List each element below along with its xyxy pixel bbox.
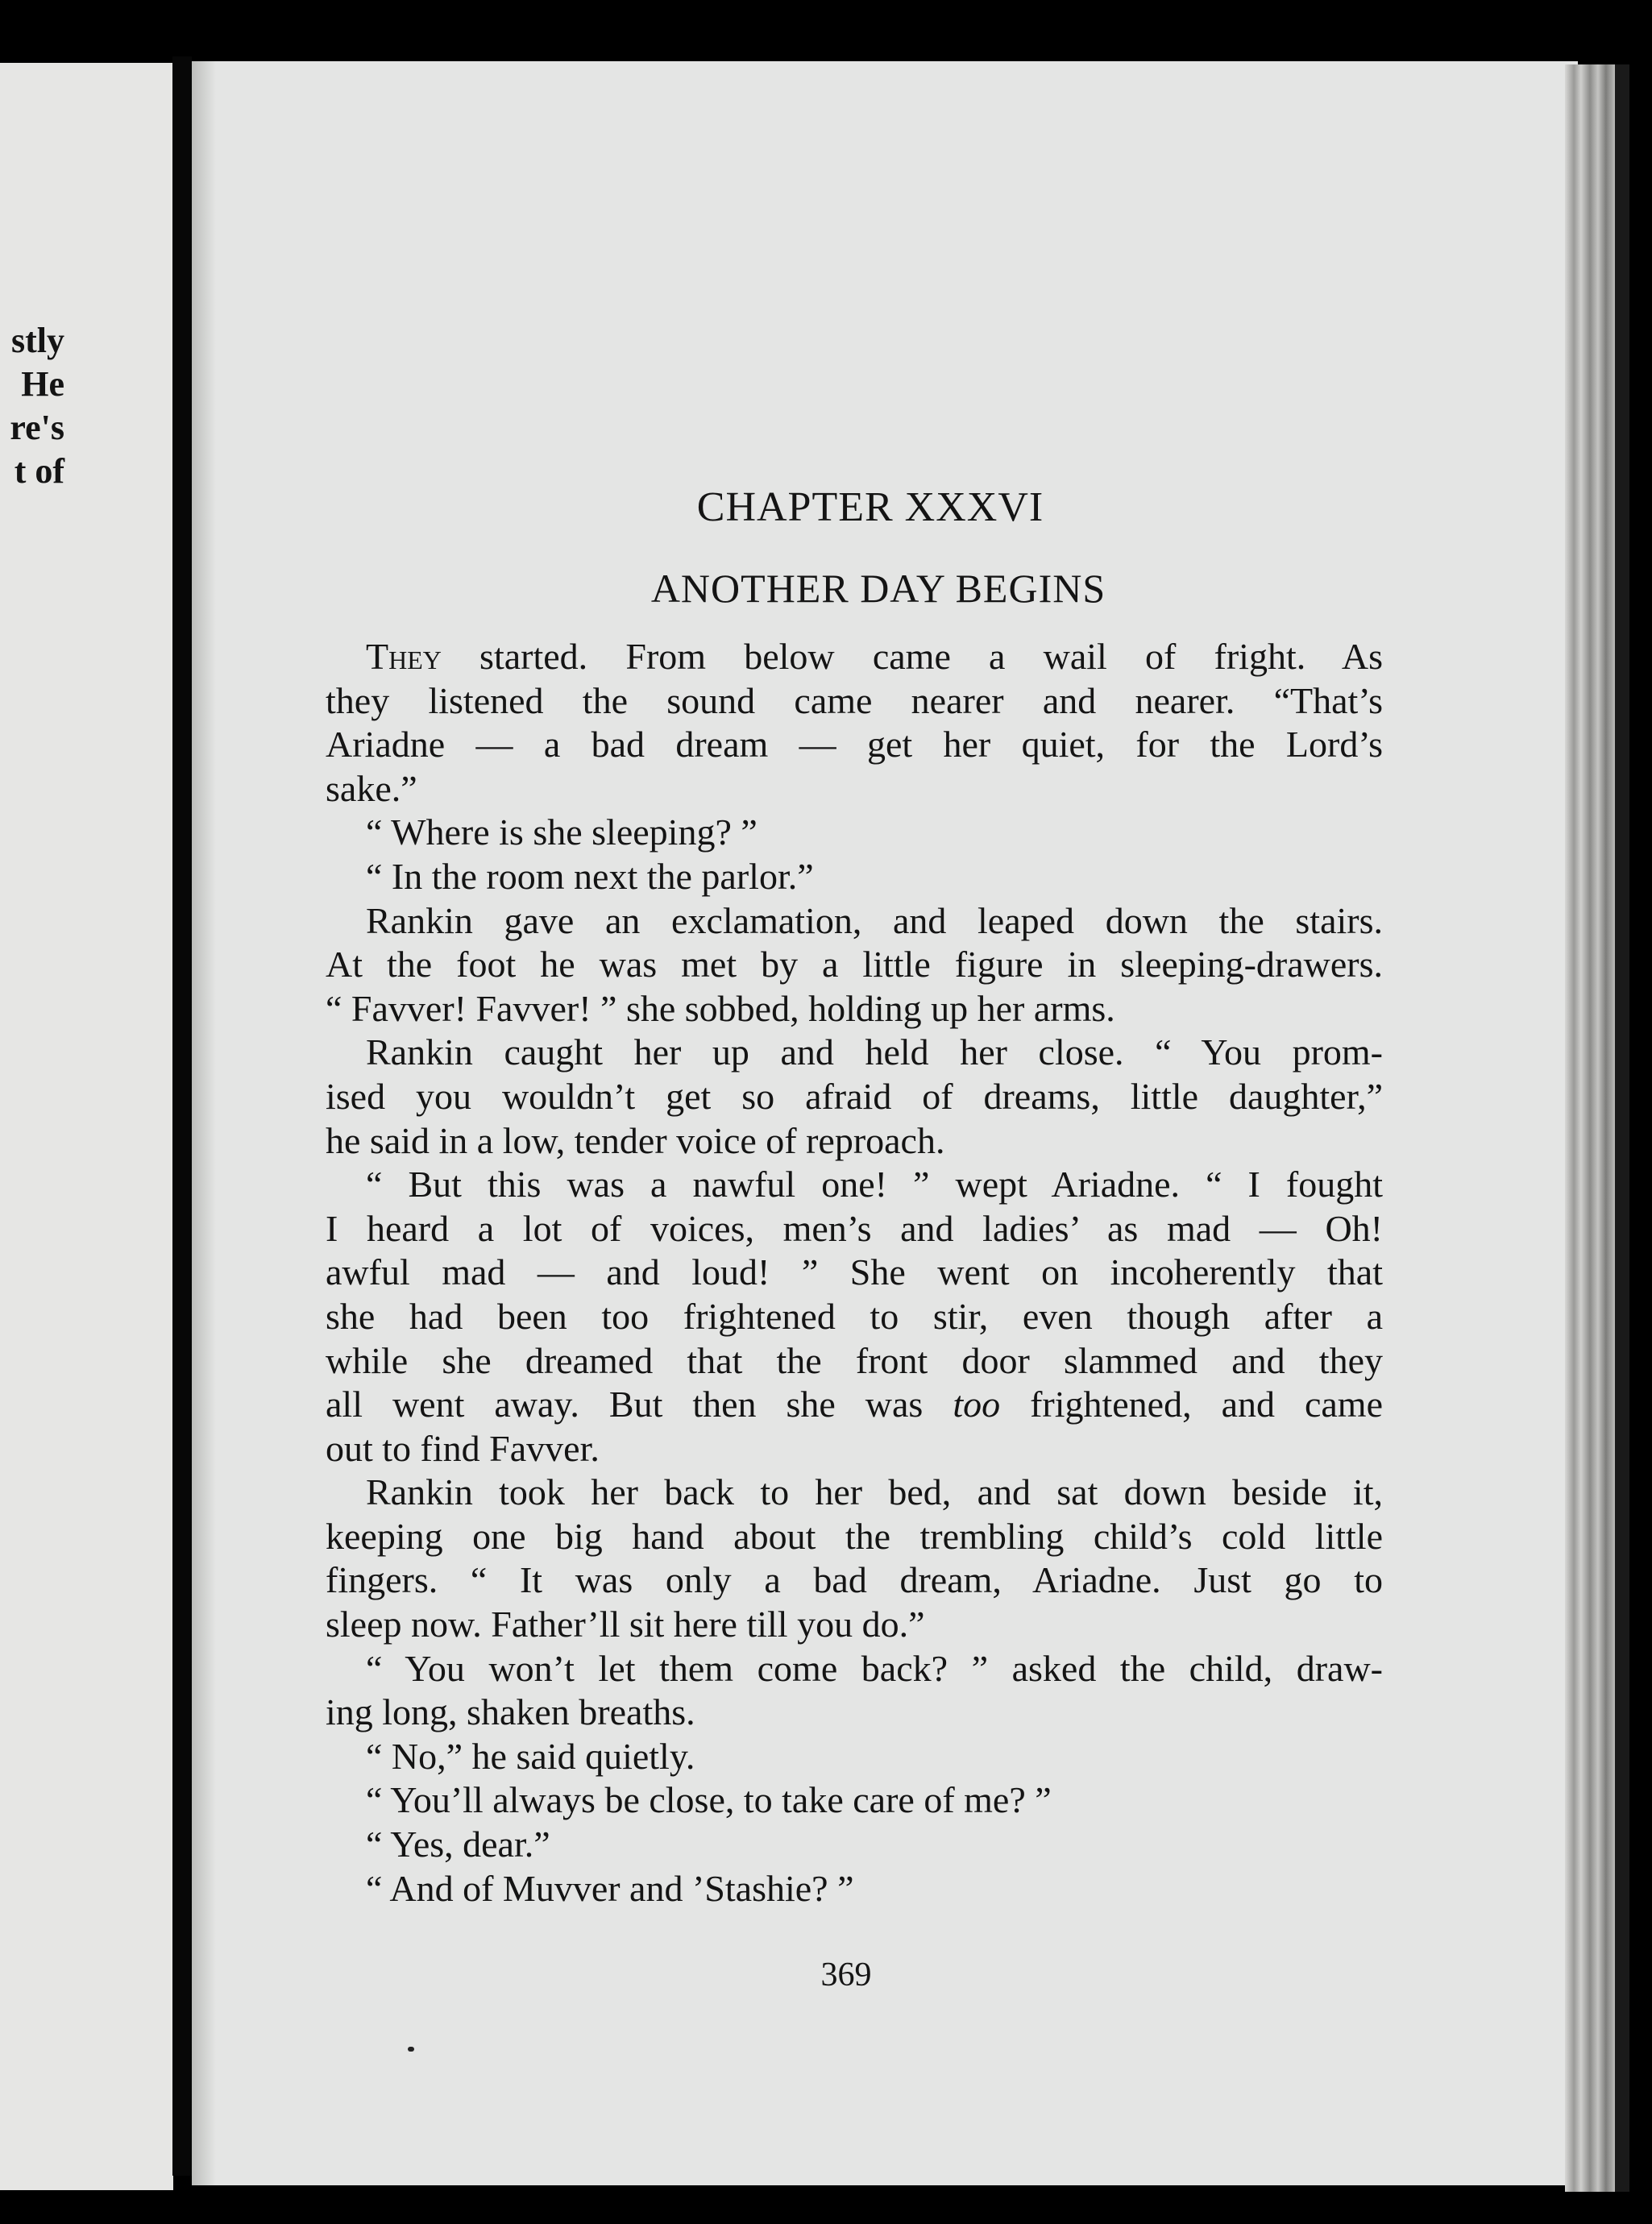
text-line: Rankin took her back to her bed, and sat down beside it, bbox=[366, 1471, 1383, 1513]
text-line: I heard a lot of voices, men’s and ladies’ as mad — Oh! bbox=[326, 1207, 1383, 1249]
line-text: all went away. But then she was bbox=[326, 1384, 953, 1425]
text-line: sake.” bbox=[326, 767, 417, 809]
text-line: “ You won’t let them come back? ” asked the child, draw- bbox=[366, 1647, 1383, 1689]
text-line: sleep now. Father’ll sit here till you do.” bbox=[326, 1604, 925, 1645]
text-line: Ariadne — a bad dream — get her quiet, for the Lord’s bbox=[326, 724, 1383, 766]
text-line bbox=[326, 635, 1383, 679]
chapter-text bbox=[326, 635, 1383, 1911]
text-line: out to find Favver. bbox=[326, 1427, 600, 1469]
text-line: “ Favver! Favver! ” she sobbed, holding up her arms. bbox=[326, 987, 1115, 1029]
text-line: awful mad — and loud! ” She went on incoherently that bbox=[326, 1251, 1383, 1293]
text-line: “ And of Muvver and ’Stashie? ” bbox=[366, 1867, 854, 1909]
text-line: “ You’ll always be close, to take care of me? ” bbox=[366, 1779, 1052, 1821]
text-line: he said in a low, tender voice of reproach. bbox=[326, 1119, 945, 1161]
page-edges bbox=[1565, 64, 1615, 2192]
chapter-title: ANOTHER DAY BEGINS bbox=[650, 566, 1106, 611]
text-line: she had been too frightened to stir, even though after a bbox=[326, 1295, 1383, 1337]
previous-page-line: stly bbox=[11, 321, 64, 360]
page-body bbox=[326, 483, 1383, 1911]
text-line: Rankin gave an exclamation, and leaped down the stairs. bbox=[366, 899, 1383, 941]
ink-speck bbox=[408, 2047, 414, 2052]
text-line: Rankin caught her up and held her close. “ You prom- bbox=[366, 1031, 1383, 1073]
previous-page-text bbox=[0, 319, 64, 493]
page-number: 369 bbox=[820, 1956, 872, 1994]
page-gutter-shadow bbox=[192, 61, 216, 2185]
previous-page-line: t of bbox=[14, 451, 64, 491]
chapter-number: CHAPTER XXXVI bbox=[696, 484, 1044, 530]
text-line: “ But this was a nawful one! ” wept Ariadne. “ I fought bbox=[366, 1164, 1383, 1205]
text-line: keeping one big hand about the trembling child’s cold little bbox=[326, 1515, 1383, 1557]
line-text: frightened, and came bbox=[1000, 1384, 1383, 1425]
text-line: “ No,” he said quietly. bbox=[366, 1735, 695, 1777]
previous-page-line: He bbox=[21, 364, 64, 404]
page-edge-shadow bbox=[1615, 64, 1629, 2192]
text-line: “ Where is she sleeping? ” bbox=[366, 811, 758, 853]
text-line: ing long, shaken breaths. bbox=[326, 1691, 695, 1733]
text-line: they listened the sound came nearer and nearer. “That’s bbox=[326, 679, 1383, 721]
text-line: ised you wouldn’t get so afraid of dreams, little daughter,” bbox=[326, 1075, 1383, 1117]
text-line: fingers. “ It was only a bad dream, Ariadne. Just go to bbox=[326, 1559, 1383, 1601]
drop-word: They bbox=[366, 636, 442, 677]
text-line: while she dreamed that the front door slammed and they bbox=[326, 1339, 1383, 1381]
book-spine bbox=[172, 56, 192, 2176]
previous-page-line: re's bbox=[10, 408, 64, 447]
emphasis-text: too bbox=[953, 1384, 1001, 1425]
text-line: At the foot he was met by a little figure in sleeping-drawers. bbox=[326, 944, 1383, 985]
line-text: started. From below came a wail of fright. As bbox=[441, 636, 1383, 677]
text-line bbox=[326, 1383, 1383, 1427]
text-line: “ Yes, dear.” bbox=[366, 1824, 550, 1865]
text-line: “ In the room next the parlor.” bbox=[366, 855, 814, 897]
previous-page bbox=[0, 63, 173, 2190]
